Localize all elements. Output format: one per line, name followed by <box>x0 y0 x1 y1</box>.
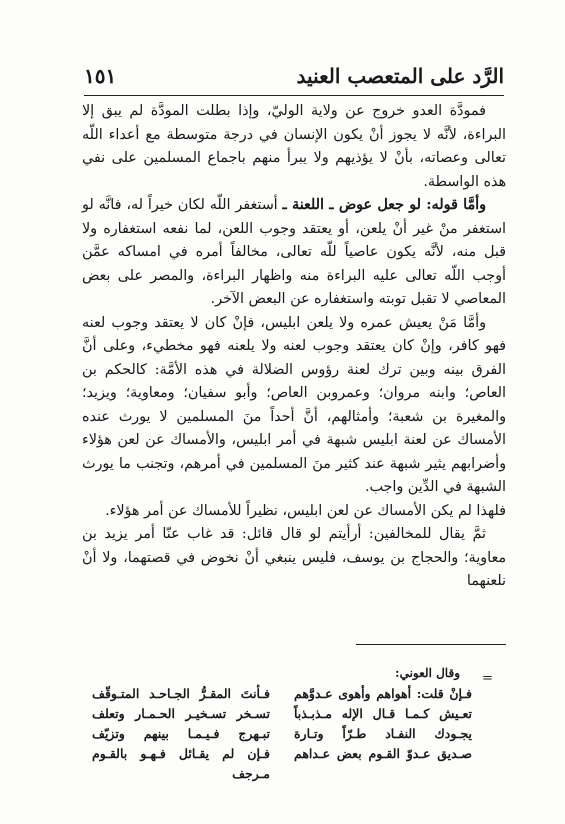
poem-hemistich-first: تعـيش كـمـا قـال الإله مـذبـذباً <box>294 706 472 721</box>
page-header <box>84 62 504 90</box>
paragraph-5: ثمَّ يقال للمخالفين: أرأيتم لو قال قائل: قد غاب عنّا أمر يزيد بن معاوية؛ والحجاج بن يوسف، فليس ينبغي أنْ نخوض في قصتهما، ولا أنْ نلعنهما <box>82 526 506 589</box>
poem-hemistich-first: فـإنْ قلت: أهواهم وأهوى عـدوَّهم <box>294 686 472 701</box>
header-rule <box>84 95 504 96</box>
poem-hemistich-first: صـديق عـدوّ القـوم بعض عـداهم <box>294 746 472 761</box>
paragraph-2-text: أستغفر اللّه لكان خيراً له، فانَّه لو استغفر منْ غير أنْ يلعن، أو يعتقد وجوب اللعن، لما نفعه استغفاره ولا قبل منه، لأنَّه يكون عاصياً للّه تعالى، مخالفاً أمره في امساكه عمَّن أوجب اللّه تعالى عليه البراءة منه واظهار البراءة، والمصر على بعض المعاصي لا تقبل توبته واستغفاره عن البعض الآخر. <box>82 197 506 307</box>
poem-hemistich-second: تبـهرج فـيـمـا بينهم وتزيّف <box>92 726 270 741</box>
paragraph-1: فمودَّة العدو خروج عن ولاية الوليّ، وإذا بطلت المودَّة لم يبق إلا البراءة، لأنَّه لا يجوز أنْ يكون الإنسان في درجة متوسطة مع أعداء اللّه تعالى وعصاته، بأنْ لا يؤذيهم ولا يبرأ منهم باجماع المسلمين على نفي هذه الواسطة. <box>82 103 506 190</box>
page-number: ١٥١ <box>84 64 117 88</box>
footnote-marker: = <box>482 671 493 686</box>
footnote-intro: وقال العوني: <box>395 666 460 680</box>
poem-hemistich-second: فـأنتَ المقـرُّ الجـاحـد المتـوقّف <box>92 686 270 701</box>
running-title: الرَّد على المتعصب العنيد <box>296 64 504 88</box>
paragraph-2-lead: وأمَّا قوله: لو جعل عوض ـ اللعنة ـ <box>282 197 487 213</box>
poem-line <box>92 744 472 781</box>
poem-line <box>92 724 472 744</box>
footnote-rule <box>356 644 506 645</box>
footnote-poem <box>92 684 472 781</box>
poem-hemistich-first: يجـودك النفـاد طـرّاً وتـارة <box>294 726 472 741</box>
poem-line <box>92 704 472 724</box>
paragraph-4: فلهذا لم يكن الأمساك عن لعن ابليس، نظيراً للأمساك عن أمر هؤلاء. <box>105 502 506 519</box>
main-text <box>82 100 506 594</box>
poem-hemistich-second: فـإن لم يقـائل فـهـو بالقـوم مـرجف <box>92 746 270 781</box>
poem-line <box>92 684 472 704</box>
paragraph-3: وأمَّا مَنْ يعيش عمره ولا يلعن ابليس، فإنْ كان لا يعتقد وجوب لعنه فهو كافر، وإنْ كان يعتقد وجوب لعنه ولا يلعنه فهو مخطيء، وعلى أنَّ الفرق بينه وبين ترك لعنة رؤوس الضلالة في هذه الأمَّة: كالحكم بن العاص؛ وابنه مروان؛ وعمروبن العاص؛ وأبو سفيان؛ ومعاوية؛ ويزيد؛ والمغيرة بن شعبة؛ وأمثالهم، أنَّ أحداً منَ المسلمين لا يورث عنده الأمساك عن لعنة ابليس شبهة في أمر ابليس، والأمساك عن لعن هؤلاء وأضرابهم يثير شبهة عند كثير منَ المسلمين في أمرهم، وتجنب ما يورث الشبهة في الدِّين واجب. <box>82 314 506 495</box>
poem-hemistich-second: تسـخر تسـخيـر الحـمـار وتعلف <box>92 706 270 721</box>
paragraph-2 <box>82 194 506 312</box>
